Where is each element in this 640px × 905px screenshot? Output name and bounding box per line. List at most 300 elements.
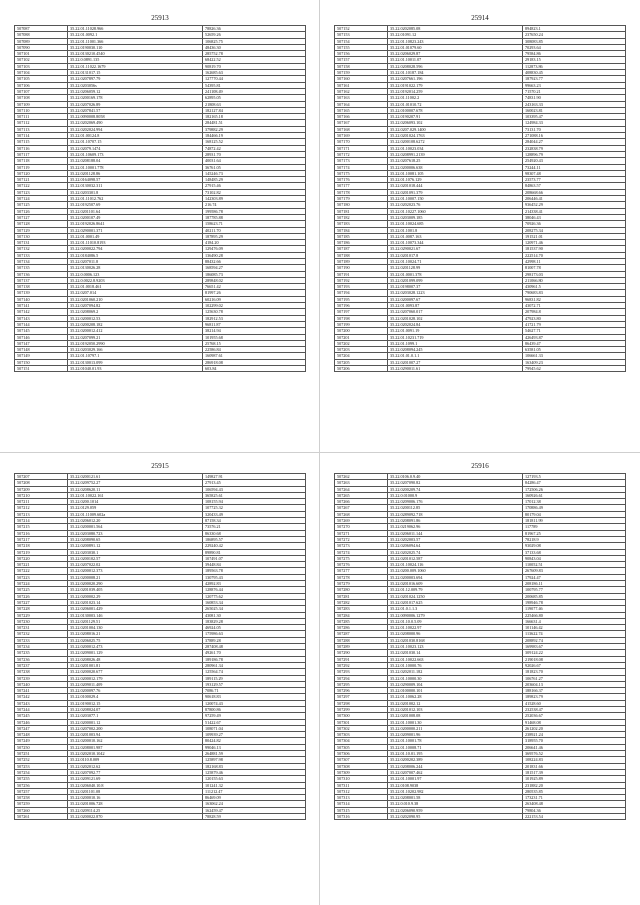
record-code-cell: 35.22.0200006.638 — [388, 164, 523, 170]
record-id-cell: 507218 — [15, 543, 68, 549]
record-id-cell: 507101 — [15, 51, 68, 57]
record-id-cell: 507285 — [335, 618, 388, 624]
record-code-cell: 35.22.0202012.62 — [68, 763, 203, 769]
table-row — [335, 814, 626, 820]
record-code-cell: 35.22.01.10.01.195 — [388, 751, 523, 757]
record-code-cell: 35.22.0202023.76 — [388, 202, 523, 208]
record-amount-cell: 225466.80 — [523, 612, 626, 618]
record-amount-cell: 206446.41 — [523, 196, 626, 202]
record-amount-cell: 110052.51 — [523, 562, 626, 568]
record-id-cell: 507182 — [335, 214, 388, 220]
record-code-cell: 35.22.0209011.409 — [68, 681, 203, 687]
record-amount-cell: 102299.02 — [203, 303, 306, 309]
record-code-cell: 35.22.0201016.609 — [388, 581, 523, 587]
record-amount-cell: 98307.48 — [523, 170, 626, 176]
record-id-cell: 507247 — [15, 725, 68, 731]
record-id-cell: 507200 — [335, 328, 388, 334]
record-id-cell: 507307 — [335, 757, 388, 763]
record-code-cell: 35.22.0202090.95 — [388, 814, 523, 820]
record-amount-cell: 78828.59 — [203, 814, 306, 820]
record-code-cell: 35.22.01.0092.1 — [68, 32, 203, 38]
table-row — [335, 366, 626, 372]
record-id-cell: 507115 — [15, 139, 68, 145]
record-id-cell: 507119 — [15, 164, 68, 170]
record-amount-cell: 128896.79 — [523, 151, 626, 157]
record-id-cell: 507114 — [15, 133, 68, 139]
record-code-cell: 35.22.0164098.57 — [68, 177, 203, 183]
record-code-cell: 35.22.0208028.596 — [388, 63, 523, 69]
record-code-cell: 35.22.0200020.677 — [68, 669, 203, 675]
record-id-cell: 507215 — [15, 524, 68, 530]
record-code-cell: 35.22.0201003.94 — [68, 732, 203, 738]
record-id-cell: 507314 — [335, 801, 388, 807]
record-code-cell: 35.22.0200012.412 — [68, 328, 203, 334]
record-amount-cell: 39448.84 — [203, 562, 306, 568]
record-code-cell: 35.22.0198007.37 — [388, 284, 523, 290]
record-code-cell: 35.22.01.10000.30 — [388, 675, 523, 681]
record-code-cell: 35.22.0201018.444 — [388, 183, 523, 189]
record-code-cell: 35.22.0289092.718 — [388, 511, 523, 517]
record-amount-cell: 149827.91 — [203, 474, 306, 480]
record-code-cell: 35.22.0207.029.1400 — [388, 126, 523, 132]
record-code-cell: 35.22.0100029.4 — [68, 694, 203, 700]
record-amount-cell: 120971.46 — [523, 240, 626, 246]
record-code-cell: 35.22.0207011.8 — [68, 258, 203, 264]
record-id-cell: 507135 — [15, 265, 68, 271]
record-amount-cell: 84286.47 — [523, 480, 626, 486]
record-code-cell: 35.22.01.10609.173 — [68, 151, 203, 157]
record-id-cell: 507214 — [15, 518, 68, 524]
record-amount-cell: 60216.09 — [203, 296, 306, 302]
record-amount-cell: 206641.46 — [523, 744, 626, 750]
record-id-cell: 507235 — [15, 650, 68, 656]
record-id-cell: 507234 — [15, 644, 68, 650]
record-id-cell: 507270 — [335, 524, 388, 530]
record-amount-cell: 71570.21 — [523, 88, 626, 94]
record-code-cell: 35.22.0200121.61 — [68, 474, 203, 480]
record-id-cell: 507110 — [15, 107, 68, 113]
record-amount-cell: 88432.66 — [203, 258, 306, 264]
record-amount-cell: 106594.43 — [203, 486, 306, 492]
record-code-cell: 35.22.0090008.8058 — [68, 114, 203, 120]
record-amount-cell: 129476.09 — [203, 246, 306, 252]
record-code-cell: 35.22.0200022.794 — [68, 246, 203, 252]
record-id-cell: 507126 — [15, 208, 68, 214]
record-id-cell: 507118 — [15, 158, 68, 164]
record-id-cell: 507250 — [15, 744, 68, 750]
record-code-cell: 35.22.0206001.429 — [68, 606, 203, 612]
record-amount-cell: 106825.75 — [203, 38, 306, 44]
record-code-cell: 35.22.0201129.51 — [68, 618, 203, 624]
record-code-cell: 35.22.01091.12 — [388, 32, 523, 38]
record-code-cell: 35.22.0208000.96 — [388, 631, 523, 637]
record-id-cell: 507287 — [335, 631, 388, 637]
record-amount-cell: 289848.02 — [203, 277, 306, 283]
record-id-cell: 507245 — [15, 713, 68, 719]
record-amount-cell: 181823.70 — [523, 669, 626, 675]
record-id-cell: 507161 — [335, 82, 388, 88]
record-code-cell: 35.22.0207060.017 — [388, 309, 523, 315]
record-id-cell: 507206 — [335, 366, 388, 372]
record-amount-cell: 51422.67 — [203, 719, 306, 725]
record-amount-cell: 73576.21 — [203, 524, 306, 530]
record-id-cell: 507176 — [335, 177, 388, 183]
record-amount-cell: 187785.88 — [203, 214, 306, 220]
record-amount-cell: 162459.47 — [203, 807, 306, 813]
record-amount-cell: 160023.81 — [523, 107, 626, 113]
record-code-cell: 35.22.01.10022.161 — [68, 492, 203, 498]
record-id-cell: 507242 — [15, 694, 68, 700]
record-id-cell: 507140 — [15, 296, 68, 302]
record-code-cell: 35.22.0201001.81 — [68, 662, 203, 668]
record-amount-cell: 107491.07 — [203, 555, 306, 561]
record-code-cell: 35.22.0130003.146 — [68, 612, 203, 618]
record-code-cell: 35.22.0203028.1223 — [388, 290, 523, 296]
record-amount-cell: 21808.63 — [203, 101, 306, 107]
record-code-cell: 35.22.0208016.21 — [68, 631, 203, 637]
record-id-cell: 507090 — [15, 44, 68, 50]
page-25915 — [14, 462, 306, 820]
record-amount-cell: 200685.85 — [523, 593, 626, 599]
record-amount-cell: 22586.84 — [203, 347, 306, 353]
record-code-cell: 35.22.01.10231.719 — [388, 334, 523, 340]
record-id-cell: 507282 — [335, 599, 388, 605]
record-id-cell: 507221 — [15, 562, 68, 568]
record-id-cell: 507220 — [15, 555, 68, 561]
record-id-cell: 507224 — [15, 581, 68, 587]
record-code-cell: 35.22.0203030.1 — [68, 549, 203, 555]
record-id-cell: 507269 — [335, 518, 388, 524]
record-amount-cell: 238921.24 — [523, 732, 626, 738]
record-code-cell: 35.22.0201099.099 — [388, 277, 523, 283]
record-code-cell: 35.22.0208991.2139 — [388, 151, 523, 157]
record-id-cell: 507123 — [15, 189, 68, 195]
record-code-cell: 35.22.01.10024.685 — [388, 221, 523, 227]
record-id-cell: 507237 — [15, 662, 68, 668]
record-id-cell: 507106 — [15, 82, 68, 88]
record-amount-cell: 267609.83 — [523, 568, 626, 574]
record-id-cell: 507306 — [335, 751, 388, 757]
record-code-cell: 35.22.0209114.25 — [68, 807, 203, 813]
record-amount-cell: 379882.29 — [203, 126, 306, 132]
record-code-cell: 35.22.01.10024.71 — [388, 258, 523, 264]
record-code-cell: 35.22.0201101.08 — [68, 788, 203, 794]
record-amount-cell: 318955.70 — [523, 738, 626, 744]
record-code-cell: 35.22.0100007.678 — [388, 107, 523, 113]
record-id-cell: 507228 — [15, 606, 68, 612]
record-id-cell: 507164 — [335, 101, 388, 107]
record-amount-cell: 124984.33 — [523, 120, 626, 126]
record-amount-cell: 189115.29 — [203, 675, 306, 681]
record-id-cell: 507187 — [335, 246, 388, 252]
record-code-cell: 35.22.0200209.74 — [388, 486, 523, 492]
record-code-cell: 35.22.0130026.28 — [68, 265, 203, 271]
record-amount-cell: 23573.77 — [523, 177, 626, 183]
record-amount-cell: 117789 — [523, 524, 626, 530]
record-amount-cell: 280961.34 — [203, 662, 306, 668]
record-code-cell: 35.22.0201008.08 — [388, 713, 523, 719]
record-amount-cell: 175986.63 — [203, 631, 306, 637]
record-id-cell: 507308 — [335, 763, 388, 769]
record-code-cell: 35.22.01.10001.78 — [388, 738, 523, 744]
record-id-cell: 507213 — [15, 511, 68, 517]
record-id-cell: 507113 — [15, 126, 68, 132]
record-table — [334, 473, 626, 820]
record-id-cell: 507202 — [335, 340, 388, 346]
record-code-cell: 35.22.01.10797.1 — [68, 353, 203, 359]
record-code-cell: 35.22.0290009.104 — [388, 681, 523, 687]
record-code-cell: 35.22.0200108.6272 — [388, 139, 523, 145]
record-code-cell: 35.22.0208091.86 — [388, 518, 523, 524]
record-code-cell: 35.22.0206040.10.8 — [68, 782, 203, 788]
record-code-cell: 35.22.0207007.462 — [388, 769, 523, 775]
record-amount-cell: 189186.78 — [203, 656, 306, 662]
record-id-cell: 507289 — [335, 644, 388, 650]
record-code-cell: 35.22.0200000.211 — [388, 725, 523, 731]
record-id-cell: 507303 — [335, 732, 388, 738]
record-id-cell: 507139 — [15, 290, 68, 296]
record-amount-cell: 96811.87 — [203, 321, 306, 327]
record-amount-cell: 286918.08 — [203, 359, 306, 365]
record-code-cell: 35.22.0201007.27 — [388, 359, 523, 365]
record-code-cell: 35.22.0131017.15 — [68, 70, 203, 76]
record-code-cell: 35.22.0207092.77 — [68, 769, 203, 775]
record-id-cell: 507288 — [335, 637, 388, 643]
record-code-cell: 35.22.0192026.8641 — [68, 221, 203, 227]
record-code-cell: 35.22.01.10001.97 — [388, 776, 523, 782]
record-id-cell: 507316 — [335, 814, 388, 820]
record-id-cell: 507120 — [15, 170, 68, 176]
record-amount-cell: 79804.36 — [523, 807, 626, 813]
record-id-cell: 507103 — [15, 63, 68, 69]
record-code-cell: 35.22.01.01010.72 — [388, 101, 523, 107]
record-id-cell: 507279 — [335, 581, 388, 587]
record-id-cell: 507124 — [15, 196, 68, 202]
record-amount-cell: 43072.71 — [523, 303, 626, 309]
record-code-cell: 35.22.0200003.694 — [388, 574, 523, 580]
record-id-cell: 507246 — [15, 719, 68, 725]
record-amount-cell: 320433.49 — [203, 511, 306, 517]
page-25914 — [334, 14, 626, 372]
record-id-cell: 507295 — [335, 681, 388, 687]
record-id-cell: 507259 — [15, 801, 68, 807]
page-title: 25916 — [471, 462, 489, 470]
record-amount-cell: 308083.85 — [523, 38, 626, 44]
record-code-cell: 35.22.01.01.0.1.1 — [388, 353, 523, 359]
record-code-cell: 35.22.0201024.1250 — [388, 593, 523, 599]
record-code-cell: 35.22.0201039.405 — [68, 587, 203, 593]
record-id-cell: 507138 — [15, 284, 68, 290]
record-id-cell: 507263 — [335, 480, 388, 486]
record-code-cell: 35.22.0200.009.1060 — [388, 568, 523, 574]
record-id-cell: 507266 — [335, 499, 388, 505]
record-id-cell: 507175 — [335, 170, 388, 176]
record-code-cell: 35.22.0190030.110 — [68, 44, 203, 50]
record-code-cell: 35.22.0201017.625 — [388, 599, 523, 605]
record-id-cell: 507243 — [15, 700, 68, 706]
record-code-cell: 35.22.01.11028.966 — [68, 26, 203, 32]
record-id-cell: 507134 — [15, 258, 68, 264]
record-id-cell: 507238 — [15, 669, 68, 675]
record-amount-cell: 90843.04 — [523, 555, 626, 561]
record-amount-cell: 17924.47 — [523, 574, 626, 580]
record-id-cell: 507293 — [335, 669, 388, 675]
record-id-cell: 507166 — [335, 114, 388, 120]
record-amount-cell: 76651.42 — [203, 284, 306, 290]
record-code-cell: 35.22.0207022.02 — [68, 562, 203, 568]
record-code-cell: 35.22.0200891.12 — [68, 543, 203, 549]
record-code-cell: 35.22.0203077.1 — [68, 713, 203, 719]
record-id-cell: 507304 — [335, 738, 388, 744]
record-amount-cell: 254920.43 — [523, 158, 626, 164]
record-code-cell: 35.22.0207.014 — [68, 290, 203, 296]
record-amount-cell: 188166.37 — [523, 688, 626, 694]
record-amount-cell: 97259.49 — [203, 713, 306, 719]
record-code-cell: 35.22.0130032.311 — [68, 183, 203, 189]
record-amount-cell: 92026.67 — [523, 662, 626, 668]
record-amount-cell: 78826.36 — [203, 26, 306, 32]
record-id-cell: 507105 — [15, 76, 68, 82]
record-table — [14, 25, 306, 372]
record-amount-cell: 112873.86 — [523, 63, 626, 69]
record-code-cell: 35.22.0201030.8168 — [388, 637, 523, 643]
record-amount-cell: 211066.80 — [523, 277, 626, 283]
record-amount-cell: 101146.42 — [523, 625, 626, 631]
record-id-cell: 507132 — [15, 246, 68, 252]
record-amount-cell: 130795.43 — [203, 574, 306, 580]
record-amount-cell: 49261.70 — [203, 650, 306, 656]
record-amount-cell: 298173.03 — [523, 271, 626, 277]
record-code-cell: 35.22.0192507.69 — [68, 202, 203, 208]
record-id-cell: 507189 — [335, 258, 388, 264]
record-code-cell: 35.22.01.0087.163 — [388, 233, 523, 239]
record-id-cell: 507281 — [335, 593, 388, 599]
record-code-cell: 35.22.0200202.389 — [388, 757, 523, 763]
record-code-cell: 35.22.0290011.61 — [388, 366, 523, 372]
record-id-cell: 507305 — [335, 744, 388, 750]
record-code-cell: 35.22.01.10024.116 — [388, 562, 523, 568]
record-id-cell: 507179 — [335, 196, 388, 202]
record-code-cell: 35.22.0203301.8 — [68, 189, 203, 195]
record-code-cell: 35.22.0200012.473 — [68, 644, 203, 650]
record-id-cell: 507171 — [335, 145, 388, 151]
record-code-cell: 35.22.0207618.25 — [388, 158, 523, 164]
record-code-cell: 35.22.0200107.49 — [68, 214, 203, 220]
record-amount-cell: 96831.82 — [523, 296, 626, 302]
record-amount-cell: 287408.48 — [203, 644, 306, 650]
record-amount-cell: 309124.22 — [523, 650, 626, 656]
record-code-cell: 35.22.0201012.587 — [388, 555, 523, 561]
page-title: 25913 — [151, 14, 169, 22]
record-code-cell: 35.22.01040.01.93 — [68, 366, 203, 372]
record-id-cell: 507244 — [15, 706, 68, 712]
record-id-cell: 507229 — [15, 612, 68, 618]
record-code-cell: 35.22.01.10008.71 — [388, 744, 523, 750]
record-id-cell: 507181 — [335, 208, 388, 214]
record-id-cell: 507312 — [335, 788, 388, 794]
record-table — [334, 25, 626, 372]
record-amount-cell: 90618.83 — [203, 694, 306, 700]
record-id-cell: 507125 — [15, 202, 68, 208]
record-id-cell: 507301 — [335, 719, 388, 725]
record-code-cell: 35.22.0202003.57 — [388, 536, 523, 542]
record-amount-cell: 603.84 — [203, 366, 306, 372]
record-amount-cell: 172506.26 — [523, 486, 626, 492]
record-id-cell: 507129 — [15, 227, 68, 233]
record-id-cell: 507137 — [15, 277, 68, 283]
record-code-cell: 35.22.0207090.82 — [388, 480, 523, 486]
record-code-cell: 35.22.0208024.07 — [68, 706, 203, 712]
record-amount-cell: 127770.44 — [203, 76, 306, 82]
record-code-cell: 35.22.0201128.99 — [388, 265, 523, 271]
record-id-cell: 507302 — [335, 725, 388, 731]
record-id-cell: 507142 — [15, 309, 68, 315]
record-id-cell: 507193 — [335, 284, 388, 290]
record-id-cell: 507299 — [335, 706, 388, 712]
record-id-cell: 507297 — [335, 694, 388, 700]
record-amount-cell: 89890.81 — [203, 549, 306, 555]
record-id-cell: 507183 — [335, 221, 388, 227]
record-code-cell: 35.22.0201128.86 — [68, 170, 203, 176]
record-amount-cell: 108224.83 — [523, 757, 626, 763]
record-code-cell: 35.22.0209752.27 — [68, 480, 203, 486]
record-amount-cell: 28931.70 — [203, 151, 306, 157]
record-code-cell: 35.22.0207661.196 — [388, 76, 523, 82]
record-id-cell: 507230 — [15, 618, 68, 624]
record-amount-cell: 74831.90 — [523, 95, 626, 101]
record-amount-cell: 193129.57 — [203, 681, 306, 687]
record-id-cell: 507236 — [15, 656, 68, 662]
record-id-cell: 507261 — [15, 814, 68, 820]
record-id-cell: 507188 — [335, 252, 388, 258]
record-code-cell: 35.22.0200008.21 — [68, 574, 203, 580]
record-code-cell: 35.22.0201030.14 — [388, 650, 523, 656]
record-code-cell: 35.22.01.10001.778 — [68, 164, 203, 170]
record-amount-cell: 73131.70 — [523, 126, 626, 132]
record-amount-cell: 173231.71 — [523, 795, 626, 801]
record-amount-cell: 160926.61 — [523, 492, 626, 498]
record-amount-cell: 108071.04 — [203, 725, 306, 731]
record-code-cell: 35.22.01.1099.1 — [388, 340, 523, 346]
record-code-cell: 35.22.01.11009.602a — [68, 511, 203, 517]
record-amount-cell: 182127.84 — [203, 107, 306, 113]
record-amount-cell: 70293.64 — [523, 44, 626, 50]
record-id-cell: 507180 — [335, 202, 388, 208]
record-code-cell: 35.22.0201012.103 — [388, 706, 523, 712]
record-id-cell: 507111 — [15, 114, 68, 120]
record-code-cell: 35.22.0290021.67 — [388, 246, 523, 252]
record-code-cell: 35.22.01.10023.034 — [388, 145, 523, 151]
record-id-cell: 507127 — [15, 214, 68, 220]
record-id-cell: 507248 — [15, 732, 68, 738]
record-id-cell: 507204 — [335, 353, 388, 359]
record-amount-cell: 216.74 — [203, 202, 306, 208]
record-code-cell: 35.22.0206025.75 — [68, 637, 203, 643]
record-amount-cell: 243163.33 — [523, 101, 626, 107]
record-amount-cell: 73244.11 — [523, 164, 626, 170]
record-amount-cell: 189823.79 — [523, 694, 626, 700]
record-code-cell: 35.22.0200097.76 — [68, 688, 203, 694]
record-id-cell: 507131 — [15, 240, 68, 246]
record-code-cell: 35.22.0.0006.123 — [68, 271, 203, 277]
record-code-cell: 35.22.0200002.29 — [68, 593, 203, 599]
page-title: 25915 — [151, 462, 169, 470]
record-amount-cell: 231882.20 — [523, 782, 626, 788]
record-id-cell: 507255 — [15, 776, 68, 782]
record-amount-cell: 169983.67 — [523, 644, 626, 650]
record-id-cell: 507227 — [15, 599, 68, 605]
record-code-cell: 35.22.0090006.1279 — [388, 612, 523, 618]
